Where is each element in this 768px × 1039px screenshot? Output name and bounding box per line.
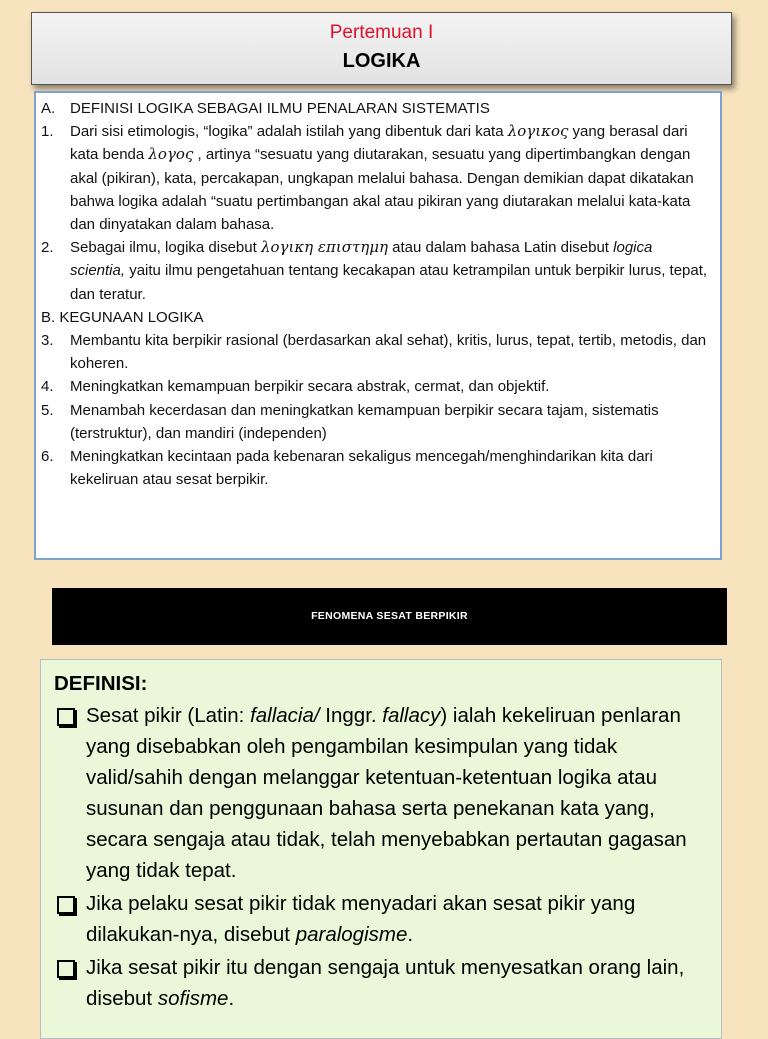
text-part: Sesat pikir (Latin: bbox=[86, 704, 251, 727]
list-item bbox=[41, 445, 708, 491]
item-number: 4. bbox=[41, 378, 54, 396]
list-item bbox=[54, 888, 713, 950]
section-a-heading bbox=[41, 97, 708, 120]
list-item bbox=[54, 700, 713, 886]
list-item bbox=[41, 120, 708, 236]
item-number: 6. bbox=[41, 448, 54, 466]
term-sofisme: sofisme bbox=[157, 987, 229, 1010]
section-a-title: DEFINISI LOGIKA SEBAGAI ILMU PENALARAN SISTEMATIS bbox=[70, 100, 490, 117]
list-item bbox=[41, 399, 708, 445]
text-part: Dari sisi etimologis, “logika” adalah istilah yang dibentuk dari kata bbox=[70, 123, 508, 141]
greek-term: λογος bbox=[148, 145, 194, 164]
text-part: Jika sesat pikir itu dengan sengaja untuk menyesatkan orang lain, disebut bbox=[86, 956, 685, 1010]
bullet-text bbox=[86, 888, 713, 950]
term-paralogisme: paralogisme bbox=[295, 923, 408, 946]
text-part: yaitu ilmu pengetahuan tentang kecakapan atau ketrampilan untuk berpikir lurus, tepat, dan teratur. bbox=[70, 262, 708, 303]
greek-term: λογικος bbox=[507, 122, 569, 141]
bullet-text bbox=[86, 952, 713, 1014]
item-text: Menambah kecerdasan dan meningkatkan kemampuan berpikir secara tajam, sistematis (terstruktur), dan mandiri (independen) bbox=[70, 401, 659, 442]
item-text: Meningkatkan kecintaan pada kebenaran sekaligus mencegah/menghindarikan kita dari kekeliruan atau sesat berpikir. bbox=[70, 448, 653, 489]
item-number: 5. bbox=[41, 401, 54, 419]
latin-term: fallacia/ bbox=[250, 704, 320, 727]
list-item bbox=[41, 236, 708, 306]
text-part: yang berasal dari kata benda bbox=[70, 123, 688, 164]
item-number: 3. bbox=[41, 332, 54, 350]
latin-term: logica scientia, bbox=[70, 239, 653, 280]
text-part: atau dalam bahasa Latin disebut bbox=[387, 239, 614, 257]
section-a-marker: A. bbox=[41, 100, 56, 117]
text-part: Sebagai ilmu, logika disebut bbox=[70, 239, 261, 257]
item-text bbox=[70, 236, 708, 306]
list-item bbox=[54, 952, 713, 1014]
definition-heading: DEFINISI: bbox=[54, 672, 148, 695]
text-part: . bbox=[407, 923, 414, 946]
section-b-title: B. KEGUNAAN LOGIKA bbox=[41, 308, 204, 326]
item-number: 1. bbox=[41, 123, 54, 141]
title-box bbox=[31, 12, 732, 85]
checkbox-bullet-icon bbox=[57, 896, 75, 914]
english-term: fallacy bbox=[382, 704, 441, 727]
text-part: Jika pelaku sesat pikir tidak menyadari akan sesat pikir yang dilakukan-nya, disebut bbox=[86, 892, 636, 946]
text-part: ) ialah kekeliruan penlaran yang disebabkan oleh pengambilan kesimpulan yang tidak valid/sahih dengan melanggar ketentuan-ketentuan logika atau susunan dan penggunaan bahasa serta penekanan kata yang, secara sengaja atau tidak, telah menyebabkan pertautan gagasan yang tidak tepat. bbox=[86, 704, 687, 882]
section-b-heading bbox=[41, 306, 708, 329]
text-part: . bbox=[228, 987, 235, 1010]
checkbox-bullet-icon bbox=[57, 708, 75, 726]
definition-box bbox=[40, 659, 722, 1039]
slide-subtitle: Pertemuan I bbox=[329, 22, 434, 43]
bullet-text bbox=[86, 700, 713, 886]
slide-title: LOGIKA bbox=[342, 50, 421, 72]
item-number: 2. bbox=[41, 239, 54, 257]
item-text: Membantu kita berpikir rasional (berdasarkan akal sehat), kritis, lurus, tepat, tertib, metodis, dan koheren. bbox=[70, 332, 707, 373]
item-text: Meningkatkan kemampuan berpikir secara abstrak, cermat, dan objektif. bbox=[70, 378, 550, 396]
list-item bbox=[41, 329, 708, 375]
fenomena-banner: FENOMENA SESAT BERPIKIR bbox=[52, 588, 727, 645]
logika-content-box bbox=[34, 91, 722, 560]
greek-term: λογικη επιστημη bbox=[260, 238, 388, 257]
text-part: , artinya “sesuatu yang diutarakan, sesuatu yang dipertimbangkan dengan akal (pikiran), kata, percakapan, ungkapan melalui bahasa. Dengan demikian dapat dikatakan bahwa logika adalah “suatu pertimbangan akal atau pikiran yang diutarakan melalui kata-kata dan dinyatakan dalam bahasa. bbox=[70, 146, 694, 234]
item-text bbox=[70, 120, 708, 236]
checkbox-bullet-icon bbox=[57, 960, 75, 978]
list-item bbox=[41, 375, 708, 398]
text-part: Inggr. bbox=[319, 704, 383, 727]
